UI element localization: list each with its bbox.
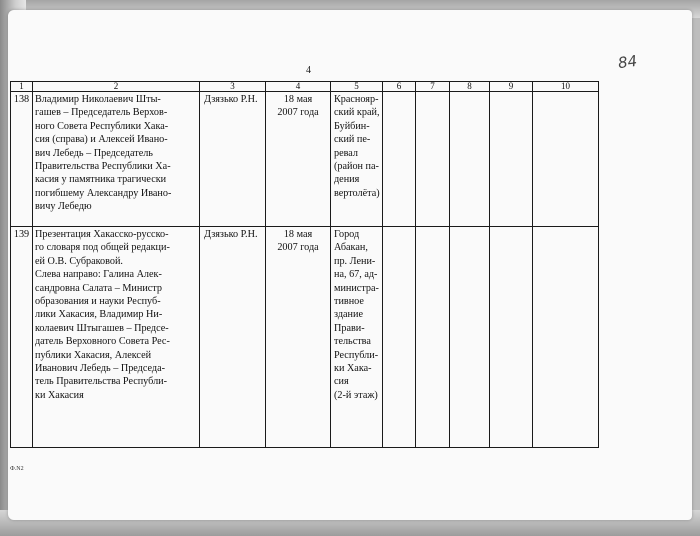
- empty-cell: [533, 92, 599, 227]
- place-line: Краснояр-: [334, 94, 379, 105]
- column-header: 5: [331, 82, 383, 92]
- description-line: сандровна Салата – Министр: [35, 282, 162, 294]
- description-line: Правительства Республики Ха-: [35, 161, 171, 173]
- column-header: 4: [266, 82, 331, 92]
- column-header: 10: [533, 82, 599, 92]
- empty-cell: [383, 227, 416, 448]
- place-line: пр. Лени-: [334, 255, 376, 267]
- photo-description: [33, 227, 200, 448]
- empty-cell: [416, 92, 450, 227]
- place-line: ки Хака-: [334, 363, 372, 375]
- place-line: сия: [334, 376, 349, 388]
- row-number: 139: [11, 227, 33, 448]
- description-line: касия у памятника трагически: [35, 174, 167, 186]
- place-line: ревал: [334, 147, 358, 159]
- date-line: 2007 года: [277, 242, 319, 254]
- description-line: ки Хакасия: [35, 389, 84, 401]
- place-line: Буйбин-: [334, 120, 370, 132]
- photo-place: [331, 227, 383, 448]
- date-line: 2007 года: [277, 107, 319, 119]
- description-line: го словаря под общей редакци-: [35, 242, 170, 254]
- description-line: лики Хакасия, Владимир Ни-: [35, 309, 163, 321]
- description-line: гашев – Председатель Верхов-: [35, 107, 168, 119]
- place-line: Прави-: [334, 322, 365, 334]
- description-line: тель Правительства Республи-: [35, 376, 168, 388]
- photo-inventory-table: [10, 81, 599, 448]
- description-line: датель Верховного Совета Рес-: [35, 336, 170, 348]
- place-line: ский край,: [334, 107, 380, 119]
- table-row: [11, 227, 599, 448]
- photo-date: [266, 227, 331, 448]
- empty-cell: [490, 227, 533, 448]
- description-line: вич Лебедь – Председатель: [35, 147, 153, 159]
- column-header: 7: [416, 82, 450, 92]
- archive-stamp: Ф.N2: [10, 466, 24, 472]
- photo-date: [266, 92, 331, 227]
- date-line: 18 мая: [283, 229, 313, 240]
- handwritten-folio-number: 84: [616, 51, 639, 73]
- description-line: ного Совета Республики Хака-: [35, 120, 169, 132]
- column-header: 8: [450, 82, 490, 92]
- photo-description: [33, 92, 200, 227]
- empty-cell: [383, 92, 416, 227]
- column-header: 9: [490, 82, 533, 92]
- place-line: здание: [334, 309, 363, 321]
- table-row: [11, 92, 599, 227]
- empty-cell: [450, 92, 490, 227]
- place-line: Абакан,: [334, 242, 368, 254]
- place-line: ский пе-: [334, 134, 371, 146]
- description-line: образования и науки Респуб-: [35, 296, 161, 308]
- description-line: колаевич Штыгашев – Предсе-: [35, 322, 169, 334]
- description-line: Владимир Николаевич Шты-: [35, 94, 161, 105]
- description-line: вичу Лебедю: [35, 201, 92, 213]
- place-line: вертолёта): [334, 187, 380, 199]
- date-line: 18 мая: [283, 94, 313, 105]
- empty-cell: [450, 227, 490, 448]
- place-line: Город: [334, 229, 360, 240]
- description-line: публики Хакасия, Алексей: [35, 349, 152, 361]
- place-line: дения: [334, 174, 360, 186]
- column-number-header: [11, 82, 599, 92]
- column-header: 6: [383, 82, 416, 92]
- column-header: 3: [200, 82, 266, 92]
- description-line: Презентация Хакасско-русско-: [35, 229, 169, 240]
- photo-author: Дзязько Р.Н.: [200, 92, 266, 227]
- row-number: 138: [11, 92, 33, 227]
- place-line: тивное: [334, 296, 364, 308]
- description-line: погибшему Александру Ивано-: [35, 187, 172, 199]
- description-line: Иванович Лебедь – Председа-: [35, 363, 165, 375]
- page-number: 4: [306, 65, 311, 76]
- column-header: 2: [33, 82, 200, 92]
- place-line: (2-й этаж): [334, 389, 378, 401]
- empty-cell: [416, 227, 450, 448]
- place-line: на, 67, ад-: [334, 269, 378, 281]
- photo-place: [331, 92, 383, 227]
- place-line: Республи-: [334, 349, 379, 361]
- photo-author: Дзязько Р.Н.: [200, 227, 266, 448]
- place-line: (район па-: [334, 161, 379, 173]
- description-line: сия (справа) и Алексей Ивано-: [35, 134, 168, 146]
- place-line: тельства: [334, 336, 371, 348]
- description-line: ей О.В. Субраковой.: [35, 255, 123, 267]
- empty-cell: [490, 92, 533, 227]
- column-header: 1: [11, 82, 33, 92]
- empty-cell: [533, 227, 599, 448]
- description-line: Слева направо: Галина Алек-: [35, 269, 162, 281]
- place-line: министра-: [334, 282, 379, 294]
